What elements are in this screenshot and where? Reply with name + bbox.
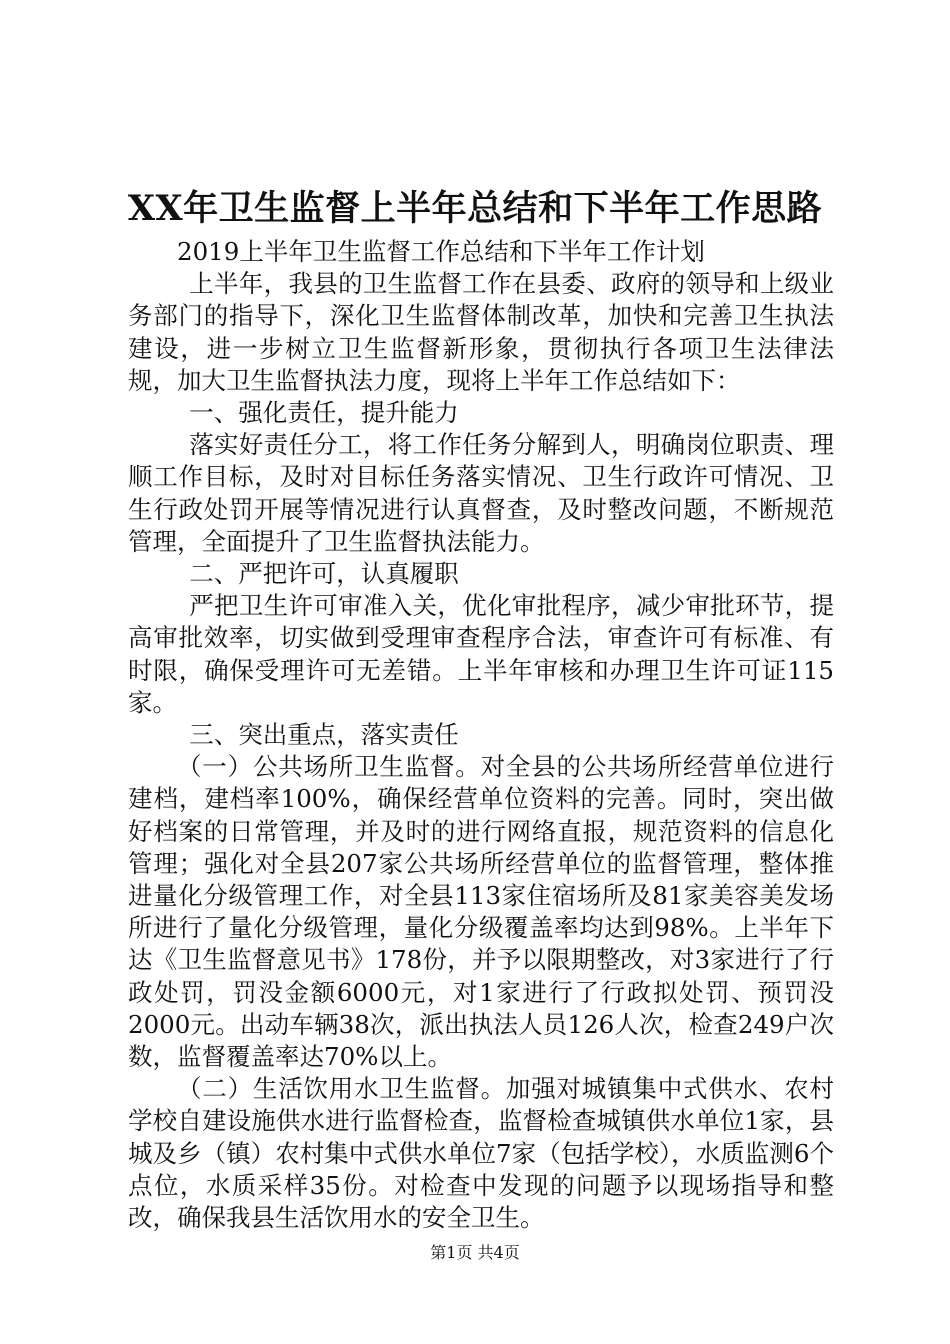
intro-paragraph: 上半年，我县的卫生监督工作在县委、政府的领导和上级业务部门的指导下，深化卫生监督体制改革，加快和完善卫生执法建设，进一步树立卫生监督新形象，贯彻执行各项卫生法律法规，加大卫生监督执法力度，现将上半年工作总结如下：: [128, 269, 834, 395]
section-heading-2: 二、严把许可，认真履职: [189, 559, 459, 589]
document-body: [128, 236, 834, 1234]
page-footer: 第1页 共4页: [430, 1243, 520, 1262]
section-1-paragraph: 落实好责任分工，将工作任务分解到人，明确岗位职责、理顺工作目标，及时对目标任务落实情况、卫生行政许可情况、卫生行政处罚开展等情况进行认真督查，及时整改问题，不断规范管理，全面提升了卫生监督执法能力。: [128, 430, 834, 556]
section-heading-3: 三、突出重点，落实责任: [189, 720, 459, 750]
section-3-item-1-paragraph: （一）公共场所卫生监督。对全县的公共场所经营单位进行建档，建档率100%，确保经营单位资料的完善。同时，突出做好档案的日常管理，并及时的进行网络直报，规范资料的信息化管理；强化对全县207家公共场所经营单位的监督管理，整体推进量化分级管理工作，对全县113家住宿场所及81家美容美发场所进行了量化分级管理，量化分级覆盖率均达到98%。上半年下达《卫生监督意见书》178份，并予以限期整改，对3家进行了行政处罚，罚没金额6000元，对1家进行了行政拟处罚、预罚没2000元。出动车辆38次，派出执法人员126人次，检查249户次数，监督覆盖率达70%以上。: [128, 752, 834, 1072]
section-3-item-2-paragraph: （二）生活饮用水卫生监督。加强对城镇集中式供水、农村学校自建设施供水进行监督检查，监督检查城镇供水单位1家，县城及乡（镇）农村集中式供水单位7家（包括学校），水质监测6个点位，水质采样35份。对检查中发现的问题予以现场指导和整改，确保我县生活饮用水的安全卫生。: [128, 1074, 834, 1233]
section-heading-1: 一、强化责任，提升能力: [189, 398, 459, 428]
section-2-paragraph: 严把卫生许可审准入关，优化审批程序，减少审批环节，提高审批效率，切实做到受理审查程序合法，审查许可有标准、有时限，确保受理许可无差错。上半年审核和办理卫生许可证115家。: [128, 591, 834, 717]
document-title: XX年卫生监督上半年总结和下半年工作思路: [127, 188, 823, 229]
subtitle-paragraph: 2019上半年卫生监督工作总结和下半年工作计划: [177, 237, 705, 266]
